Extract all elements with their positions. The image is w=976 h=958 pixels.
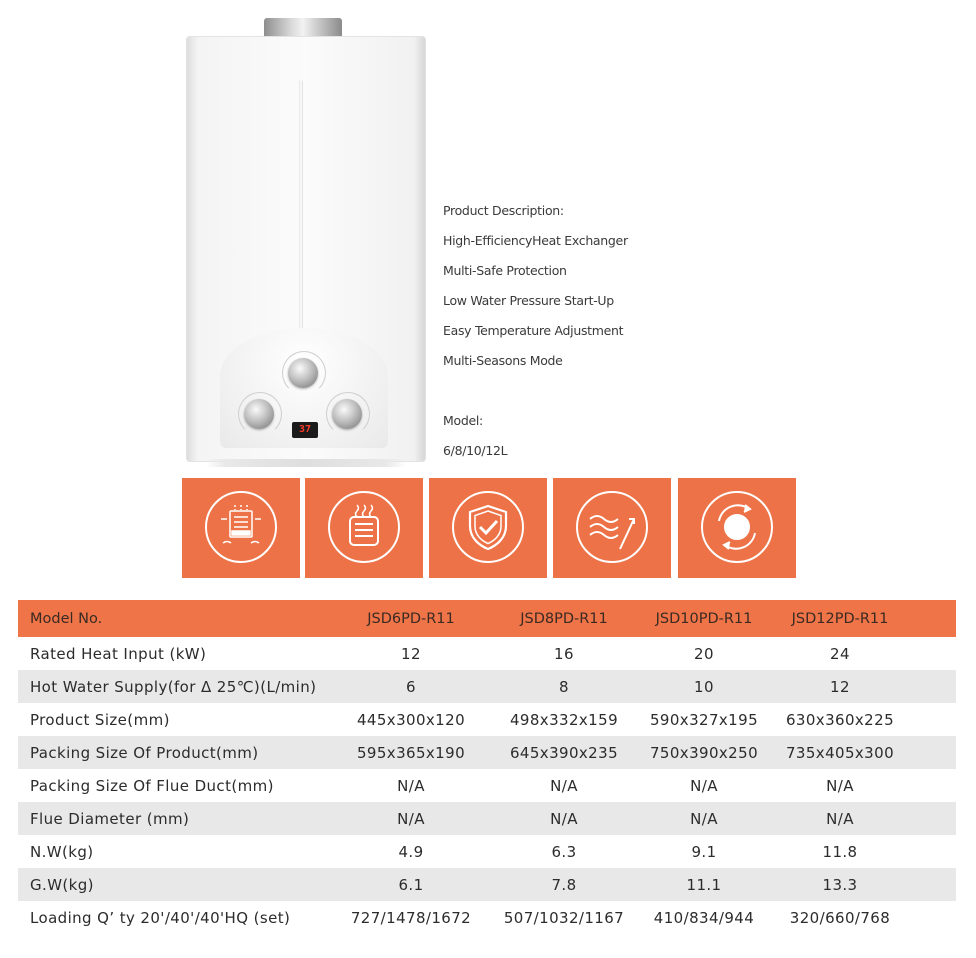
model-value: 6/8/10/12L	[443, 443, 508, 458]
table-cell: 12	[830, 677, 850, 696]
water-knob	[332, 399, 362, 429]
table-cell: 10	[694, 677, 714, 696]
header-cell: Model No.	[30, 610, 103, 627]
table-cell: N/A	[550, 809, 578, 828]
row-label: Product Size(mm)	[30, 710, 170, 729]
row-label: Hot Water Supply(for Δ 25℃)(L/min)	[30, 677, 317, 696]
table-cell: 6.3	[551, 842, 577, 861]
feature-tile-heating	[305, 478, 423, 578]
table-cell: 320/660/768	[789, 908, 891, 927]
table-cell: 595x365x190	[356, 743, 466, 762]
table-cell: N/A	[826, 776, 854, 795]
table-row	[18, 835, 956, 868]
table-cell: 7.8	[551, 875, 577, 894]
table-cell: 498x332x159	[509, 710, 619, 729]
feature-item: Easy Temperature Adjustment	[443, 323, 624, 338]
table-cell: 9.1	[691, 842, 717, 861]
table-row	[18, 736, 956, 769]
row-label: Loading Q’ ty 20'/40'/40'HQ (set)	[30, 908, 291, 927]
row-label: Packing Size Of Flue Duct(mm)	[30, 776, 274, 795]
feature-tile-heat-exchanger	[182, 478, 300, 578]
table-cell: 16	[554, 644, 574, 663]
row-label: Packing Size Of Product(mm)	[30, 743, 259, 762]
table-cell: 750x390x250	[649, 743, 759, 762]
table-row	[18, 868, 956, 901]
table-cell: 8	[559, 677, 569, 696]
row-label: N.W(kg)	[30, 842, 94, 861]
water-heater-image	[186, 18, 426, 470]
table-cell: 507/1032/1167	[503, 908, 625, 927]
table-header-row	[18, 600, 956, 637]
table-row	[18, 769, 956, 802]
table-cell: N/A	[690, 809, 718, 828]
table-cell: 6.1	[398, 875, 424, 894]
product-description	[443, 200, 628, 470]
table-cell: N/A	[826, 809, 854, 828]
table-row	[18, 670, 956, 703]
table-cell: 727/1478/1672	[350, 908, 472, 927]
row-label: Flue Diameter (mm)	[30, 809, 190, 828]
spec-table	[18, 600, 956, 934]
table-cell: N/A	[397, 809, 425, 828]
header-cell: JSD6PD-R11	[367, 610, 455, 627]
table-cell: 24	[830, 644, 850, 663]
table-cell: 410/834/944	[653, 908, 755, 927]
feature-item: Multi-Seasons Mode	[443, 353, 563, 368]
feature-item: Multi-Safe Protection	[443, 263, 567, 278]
table-cell: 735x405x300	[785, 743, 895, 762]
feature-tile-seasons	[678, 478, 796, 578]
table-cell: 4.9	[398, 842, 424, 861]
heat-exchanger-icon	[205, 491, 277, 563]
description-heading: Product Description:	[443, 203, 564, 218]
table-cell: N/A	[550, 776, 578, 795]
table-cell: N/A	[397, 776, 425, 795]
model-label: Model:	[443, 413, 483, 428]
heating-element-icon	[328, 491, 400, 563]
flame-window	[299, 80, 303, 342]
feature-item: High-EfficiencyHeat Exchanger	[443, 233, 628, 248]
table-cell: 590x327x195	[649, 710, 759, 729]
table-cell: 12	[401, 644, 421, 663]
table-row	[18, 703, 956, 736]
temperature-knob	[288, 358, 318, 388]
header-cell: JSD8PD-R11	[520, 610, 608, 627]
table-cell: 20	[694, 644, 714, 663]
temperature-display: 37	[292, 422, 318, 438]
header-cell: JSD12PD-R11	[791, 610, 889, 627]
table-row	[18, 802, 956, 835]
table-cell: 13.3	[822, 875, 858, 894]
row-label: Rated Heat Input (kW)	[30, 644, 207, 663]
row-label: G.W(kg)	[30, 875, 94, 894]
low-water-pressure-icon	[576, 491, 648, 563]
table-row	[18, 637, 956, 670]
table-cell: 645x390x235	[509, 743, 619, 762]
safety-shield-icon	[452, 491, 524, 563]
table-cell: 630x360x225	[785, 710, 895, 729]
feature-tile-safety	[429, 478, 547, 578]
table-cell: N/A	[690, 776, 718, 795]
gas-knob	[244, 399, 274, 429]
flue-pipe	[264, 18, 342, 38]
table-cell: 6	[406, 677, 416, 696]
feature-item: Low Water Pressure Start-Up	[443, 293, 614, 308]
seasons-cycle-icon	[701, 491, 773, 563]
header-cell: JSD10PD-R11	[655, 610, 753, 627]
table-row	[18, 901, 956, 934]
feature-tile-low-pressure	[553, 478, 671, 578]
table-cell: 445x300x120	[356, 710, 466, 729]
table-cell: 11.8	[822, 842, 858, 861]
table-cell: 11.1	[686, 875, 722, 894]
